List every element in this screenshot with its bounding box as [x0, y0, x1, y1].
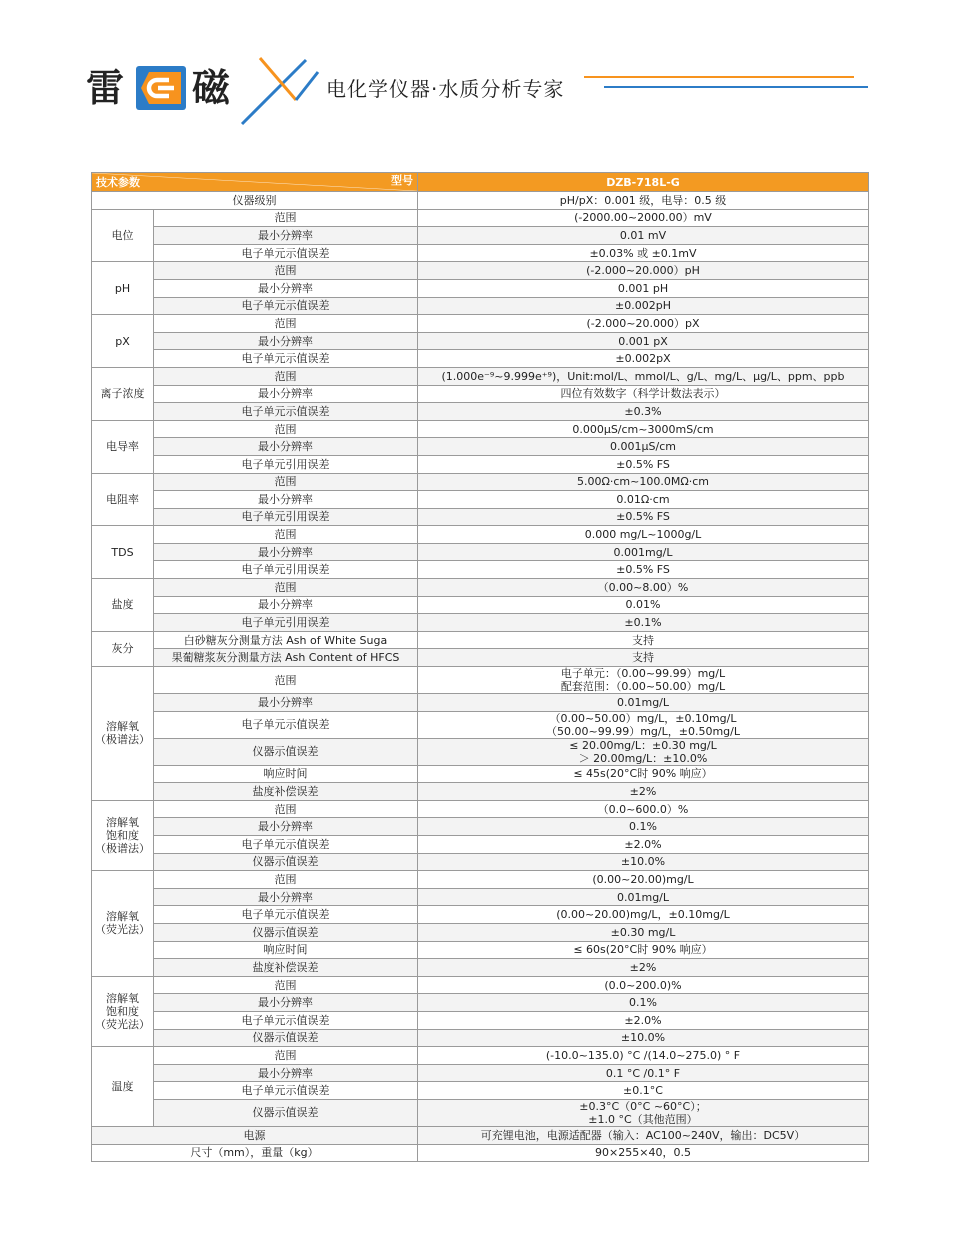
param-value-cell: ±0.002pH [418, 297, 869, 315]
param-label-cell: 最小分辨率 [154, 491, 418, 509]
table-row [92, 976, 869, 994]
param-value-cell: ±2% [418, 959, 869, 977]
table-row [92, 711, 869, 738]
table-row [92, 853, 869, 871]
table-row [92, 765, 869, 783]
param-value-cell: ±0.1°C [418, 1082, 869, 1100]
table-row [92, 1047, 869, 1065]
header-diagonal-line [92, 173, 417, 191]
table-row [92, 800, 869, 818]
table-row [92, 403, 869, 421]
param-value-cell: ±0.5% FS [418, 508, 869, 526]
param-label-cell: 范围 [154, 262, 418, 280]
table-row [92, 262, 869, 280]
table-row [92, 1064, 869, 1082]
param-label-cell: 范围 [154, 1047, 418, 1065]
param-value-cell: ±10.0% [418, 853, 869, 871]
param-value-cell: 0.01mg/L [418, 888, 869, 906]
table-row [92, 227, 869, 245]
param-value-cell: ±0.5% FS [418, 561, 869, 579]
param-value-cell: 0.01Ω·cm [418, 491, 869, 509]
param-value-cell: ≤ 45s(20°C时 90% 响应） [418, 765, 869, 783]
param-label-cell: 电子单元示值误差 [154, 711, 418, 738]
category-cell: 离子浓度 [92, 367, 154, 420]
table-row [92, 367, 869, 385]
param-value-cell: ±0.5% FS [418, 455, 869, 473]
param-value-cell: ≤ 60s(20°C时 90% 响应） [418, 941, 869, 959]
param-value-cell: ±0.3% [418, 403, 869, 421]
table-row [92, 332, 869, 350]
slogan: 电化学仪器·水质分析专家 [326, 77, 565, 101]
param-label-cell: 范围 [154, 367, 418, 385]
param-label-cell: 范围 [154, 667, 418, 694]
param-value-cell: (-2.000~20.000）pX [418, 315, 869, 333]
param-value-cell: 5.00Ω·cm~100.0MΩ·cm [418, 473, 869, 491]
param-value-cell: 0.001μS/cm [418, 438, 869, 456]
table-row [92, 836, 869, 854]
param-value-cell: (-2.000~20.000）pH [418, 262, 869, 280]
param-label-cell: 最小分辨率 [154, 596, 418, 614]
level-value: pH/pX：0.001 级，电导：0.5 级 [418, 192, 869, 210]
param-label-cell: 仪器示值误差 [154, 738, 418, 765]
param-value-cell: （0.0~600.0）% [418, 800, 869, 818]
table-row [92, 994, 869, 1012]
param-label-cell: 电子单元引用误差 [154, 455, 418, 473]
table-row [92, 783, 869, 801]
table-row [92, 561, 869, 579]
param-value-cell: (1.000e⁻⁹~9.999e⁺⁹)，Unit:mol/L、mmol/L、g/L、mg/L、μg/L、ppm、ppb [418, 367, 869, 385]
table-row [92, 888, 869, 906]
param-label-cell: 最小分辨率 [154, 438, 418, 456]
param-label-cell: 响应时间 [154, 765, 418, 783]
category-cell: 盐度 [92, 579, 154, 632]
param-label-cell: 仪器示值误差 [154, 1099, 418, 1126]
param-value-cell: （0.00~50.00）mg/L，±0.10mg/L （50.00~99.99）mg/L，±0.50mg/L [418, 711, 869, 738]
power-row [92, 1126, 869, 1144]
param-value-cell: 电子单元：（0.00~99.99）mg/L 配套范围：（0.00~50.00）mg/L [418, 667, 869, 694]
category-cell: 灰分 [92, 631, 154, 666]
power-label: 电源 [92, 1126, 418, 1144]
param-value-cell: (0.00~20.00)mg/L，±0.10mg/L [418, 906, 869, 924]
param-value-cell: 0.1% [418, 818, 869, 836]
param-label-cell: 最小分辨率 [154, 694, 418, 712]
param-label-cell: 范围 [154, 420, 418, 438]
param-value-cell: 支持 [418, 649, 869, 667]
param-label-cell: 盐度补偿误差 [154, 783, 418, 801]
table-row [92, 596, 869, 614]
param-value-cell: ±0.1% [418, 614, 869, 632]
category-cell: TDS [92, 526, 154, 579]
table-row [92, 818, 869, 836]
param-value-cell: 0.000μS/cm~3000mS/cm [418, 420, 869, 438]
param-value-cell: ±0.3°C（0°C ~60°C）； ±1.0 °C（其他范围） [418, 1099, 869, 1126]
table-row [92, 438, 869, 456]
header-corner-cell [92, 173, 418, 192]
level-row [92, 192, 869, 210]
table-row [92, 1082, 869, 1100]
param-label-cell: 最小分辨率 [154, 385, 418, 403]
table-row [92, 279, 869, 297]
param-label-cell: 最小分辨率 [154, 818, 418, 836]
param-label-cell: 电子单元引用误差 [154, 508, 418, 526]
table-row [92, 244, 869, 262]
table-row [92, 923, 869, 941]
table-row [92, 350, 869, 368]
category-cell: 溶解氧 饱和度 （极谱法） [92, 800, 154, 870]
table-row [92, 694, 869, 712]
param-label-cell: 最小分辨率 [154, 994, 418, 1012]
param-value-cell: ±0.002pX [418, 350, 869, 368]
param-label-cell: 范围 [154, 976, 418, 994]
param-value-cell: ±2.0% [418, 836, 869, 854]
table-row [92, 941, 869, 959]
param-label-cell: 范围 [154, 473, 418, 491]
param-label-cell: 仪器示值误差 [154, 923, 418, 941]
table-row [92, 906, 869, 924]
param-value-cell: (0.00~20.00)mg/L [418, 871, 869, 889]
category-cell: 电导率 [92, 420, 154, 473]
param-label-cell: 范围 [154, 526, 418, 544]
table-row [92, 649, 869, 667]
decorative-line-orange [584, 76, 854, 78]
table-row [92, 1011, 869, 1029]
table-row [92, 1029, 869, 1047]
param-label-cell: 范围 [154, 800, 418, 818]
param-label-cell: 最小分辨率 [154, 332, 418, 350]
param-label-cell: 仪器示值误差 [154, 853, 418, 871]
header-param-label: 技术参数 [96, 176, 140, 189]
param-label-cell: 白砂糖灰分测量方法 Ash of White Suga [154, 631, 418, 649]
param-value-cell: 0.1 °C /0.1° F [418, 1064, 869, 1082]
table-row [92, 526, 869, 544]
spec-table [91, 172, 869, 1162]
x-mark-icon [236, 56, 320, 126]
table-row [92, 738, 869, 765]
table-row [92, 385, 869, 403]
param-value-cell: (-2000.00~2000.00）mV [418, 209, 869, 227]
table-row [92, 420, 869, 438]
param-value-cell: （0.00~8.00）% [418, 579, 869, 597]
param-value-cell: 四位有效数字（科学计数法表示） [418, 385, 869, 403]
table-row [92, 667, 869, 694]
table-row [92, 508, 869, 526]
param-label-cell: 最小分辨率 [154, 279, 418, 297]
category-cell: 溶解氧 饱和度 （荧光法） [92, 976, 154, 1046]
table-row [92, 871, 869, 889]
table-row [92, 1099, 869, 1126]
param-label-cell: 电子单元示值误差 [154, 1082, 418, 1100]
param-value-cell: (-10.0~135.0) °C /(14.0~275.0) ° F [418, 1047, 869, 1065]
param-label-cell: 电子单元示值误差 [154, 836, 418, 854]
table-row [92, 315, 869, 333]
param-label-cell: 电子单元示值误差 [154, 906, 418, 924]
size-label: 尺寸（mm），重量（kg） [92, 1144, 418, 1162]
param-label-cell: 响应时间 [154, 941, 418, 959]
param-value-cell: 支持 [418, 631, 869, 649]
param-label-cell: 盐度补偿误差 [154, 959, 418, 977]
category-cell: pX [92, 315, 154, 368]
brand-name-right: 磁 [192, 66, 232, 110]
param-label-cell: 电子单元示值误差 [154, 350, 418, 368]
param-label-cell: 范围 [154, 315, 418, 333]
brand-logo-icon [136, 66, 186, 110]
page-header [0, 0, 960, 140]
param-value-cell: 0.000 mg/L~1000g/L [418, 526, 869, 544]
param-value-cell: ±2.0% [418, 1011, 869, 1029]
param-value-cell: 0.01% [418, 596, 869, 614]
param-value-cell: ±0.03% 或 ±0.1mV [418, 244, 869, 262]
category-cell: 溶解氧 （极谱法） [92, 667, 154, 801]
param-label-cell: 仪器示值误差 [154, 1029, 418, 1047]
category-cell: pH [92, 262, 154, 315]
param-label-cell: 电子单元示值误差 [154, 403, 418, 421]
category-cell: 电位 [92, 209, 154, 262]
decorative-line-blue [604, 86, 868, 88]
param-value-cell: ±0.30 mg/L [418, 923, 869, 941]
table-row [92, 297, 869, 315]
table-row [92, 959, 869, 977]
param-label-cell: 电子单元示值误差 [154, 244, 418, 262]
param-label-cell: 范围 [154, 209, 418, 227]
category-cell: 电阻率 [92, 473, 154, 526]
param-value-cell: ±10.0% [418, 1029, 869, 1047]
param-label-cell: 电子单元引用误差 [154, 561, 418, 579]
category-cell: 温度 [92, 1047, 154, 1127]
param-value-cell: 0.01mg/L [418, 694, 869, 712]
table-row [92, 631, 869, 649]
param-value-cell: 0.01 mV [418, 227, 869, 245]
param-value-cell: 0.001 pX [418, 332, 869, 350]
param-label-cell: 最小分辨率 [154, 1064, 418, 1082]
header-model-label: 型号 [391, 174, 413, 187]
param-label-cell: 最小分辨率 [154, 888, 418, 906]
param-label-cell: 果葡糖浆灰分测量方法 Ash Content of HFCS [154, 649, 418, 667]
brand-name-left: 雷 [86, 66, 126, 110]
param-label-cell: 范围 [154, 871, 418, 889]
param-label-cell: 最小分辨率 [154, 227, 418, 245]
header-model-value: DZB-718L-G [418, 173, 869, 192]
level-label: 仪器级别 [92, 192, 418, 210]
table-row [92, 543, 869, 561]
param-label-cell: 电子单元示值误差 [154, 297, 418, 315]
power-value: 可充锂电池，电源适配器（输入：AC100~240V，输出：DC5V） [418, 1126, 869, 1144]
param-value-cell: (0.0~200.0)% [418, 976, 869, 994]
table-header-row [92, 173, 869, 192]
size-value: 90×255×40，0.5 [418, 1144, 869, 1162]
size-row [92, 1144, 869, 1162]
param-value-cell: 0.001 pH [418, 279, 869, 297]
param-label-cell: 范围 [154, 579, 418, 597]
table-row [92, 614, 869, 632]
table-row [92, 455, 869, 473]
param-label-cell: 电子单元引用误差 [154, 614, 418, 632]
category-cell: 溶解氧 （荧光法） [92, 871, 154, 977]
param-value-cell: ≤ 20.00mg/L：±0.30 mg/L ＞ 20.00mg/L：±10.0% [418, 738, 869, 765]
table-row [92, 491, 869, 509]
param-label-cell: 最小分辨率 [154, 543, 418, 561]
param-label-cell: 电子单元示值误差 [154, 1011, 418, 1029]
param-value-cell: ±2% [418, 783, 869, 801]
table-row [92, 209, 869, 227]
table-row [92, 579, 869, 597]
table-row [92, 473, 869, 491]
param-value-cell: 0.001mg/L [418, 543, 869, 561]
param-value-cell: 0.1% [418, 994, 869, 1012]
